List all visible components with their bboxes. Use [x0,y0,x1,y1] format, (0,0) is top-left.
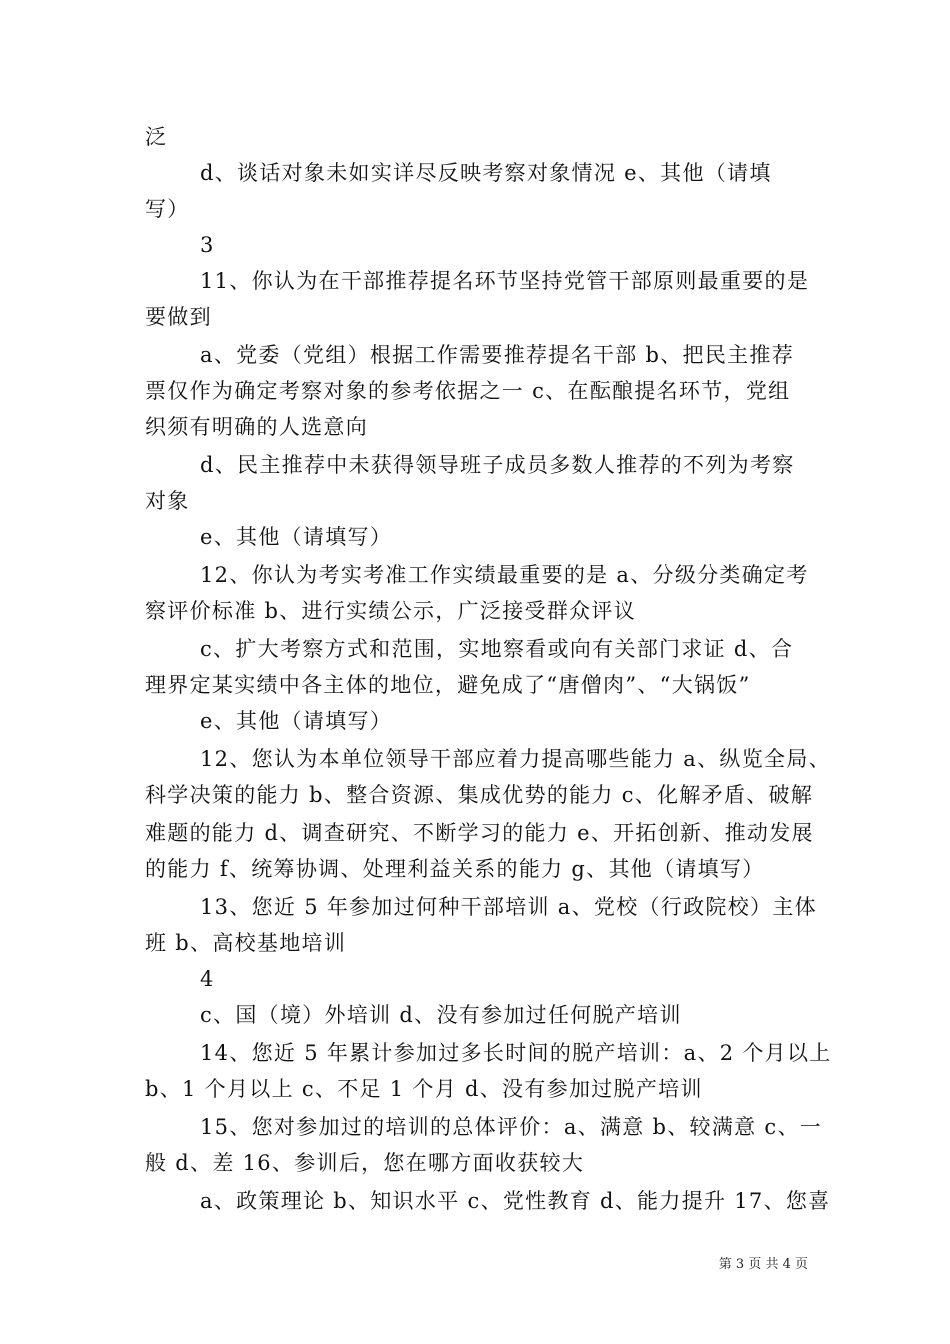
text-line: e、其他（请填写） [200,709,393,733]
text-line: 13、您近 5 年参加过何种干部培训 a、党校（行政院校）主体 [200,895,817,919]
text-line: a、政策理论 b、知识水平 c、党性教育 d、能力提升 17、您喜 [200,1189,831,1213]
text-line: 泛 [145,125,168,149]
text-line: 要做到 [145,305,212,329]
text-line: d、谈话对象未如实详尽反映考察对象情况 e、其他（请填 [200,161,772,185]
text-line: 11、你认为在干部推荐提名环节坚持党管干部原则最重要的是 [200,269,810,293]
text-line: 般 d、差 16、参训后，您在哪方面收获较大 [145,1151,585,1175]
page-footer: 第 3 页 共 4 页 [718,1257,808,1272]
text-line: 理界定某实绩中各主体的地位，避免成了“唐僧肉”、“大锅饭” [145,673,751,697]
text-line: 班 b、高校基地培训 [145,931,347,955]
text-line: 12、您认为本单位领导干部应着力提高哪些能力 a、纵览全局、 [200,747,831,771]
text-line: 科学决策的能力 b、整合资源、集成优势的能力 c、化解矛盾、破解 [145,783,814,807]
text-line: b、1 个月以上 c、不足 1 个月 d、没有参加过脱产培训 [145,1077,703,1101]
text-line: e、其他（请填写） [200,525,393,549]
text-line: 15、您对参加过的培训的总体评价：a、满意 b、较满意 c、一 [200,1115,823,1139]
page-section-number: 4 [200,967,215,991]
text-line: 写） [145,197,190,221]
page-section-number: 3 [200,233,215,257]
text-line: 织须有明确的人选意向 [145,415,368,439]
text-line: 票仅作为确定考察对象的参考依据之一 c、在酝酿提名环节，党组 [145,379,791,403]
text-line: 的能力 f、统筹协调、处理利益关系的能力 g、其他（请填写） [145,857,765,881]
text-line: 察评价标准 b、进行实绩公示，广泛接受群众评议 [145,599,637,623]
text-line: 难题的能力 d、调查研究、不断学习的能力 e、开拓创新、推动发展 [145,821,814,845]
text-line: 12、你认为考实考准工作实绩最重要的是 a、分级分类确定考 [200,563,809,587]
text-line: a、党委（党组）根据工作需要推荐提名干部 b、把民主推荐 [200,343,795,367]
text-line: 14、您近 5 年累计参加过多长时间的脱产培训：a、2 个月以上 [200,1041,832,1065]
text-line: c、国（境）外培训 d、没有参加过任何脱产培训 [200,1003,682,1027]
text-line: d、民主推荐中未获得领导班子成员多数人推荐的不列为考察 [200,453,795,477]
text-line: 对象 [145,489,190,513]
text-line: c、扩大考察方式和范围，实地察看或向有关部门求证 d、合 [200,637,794,661]
